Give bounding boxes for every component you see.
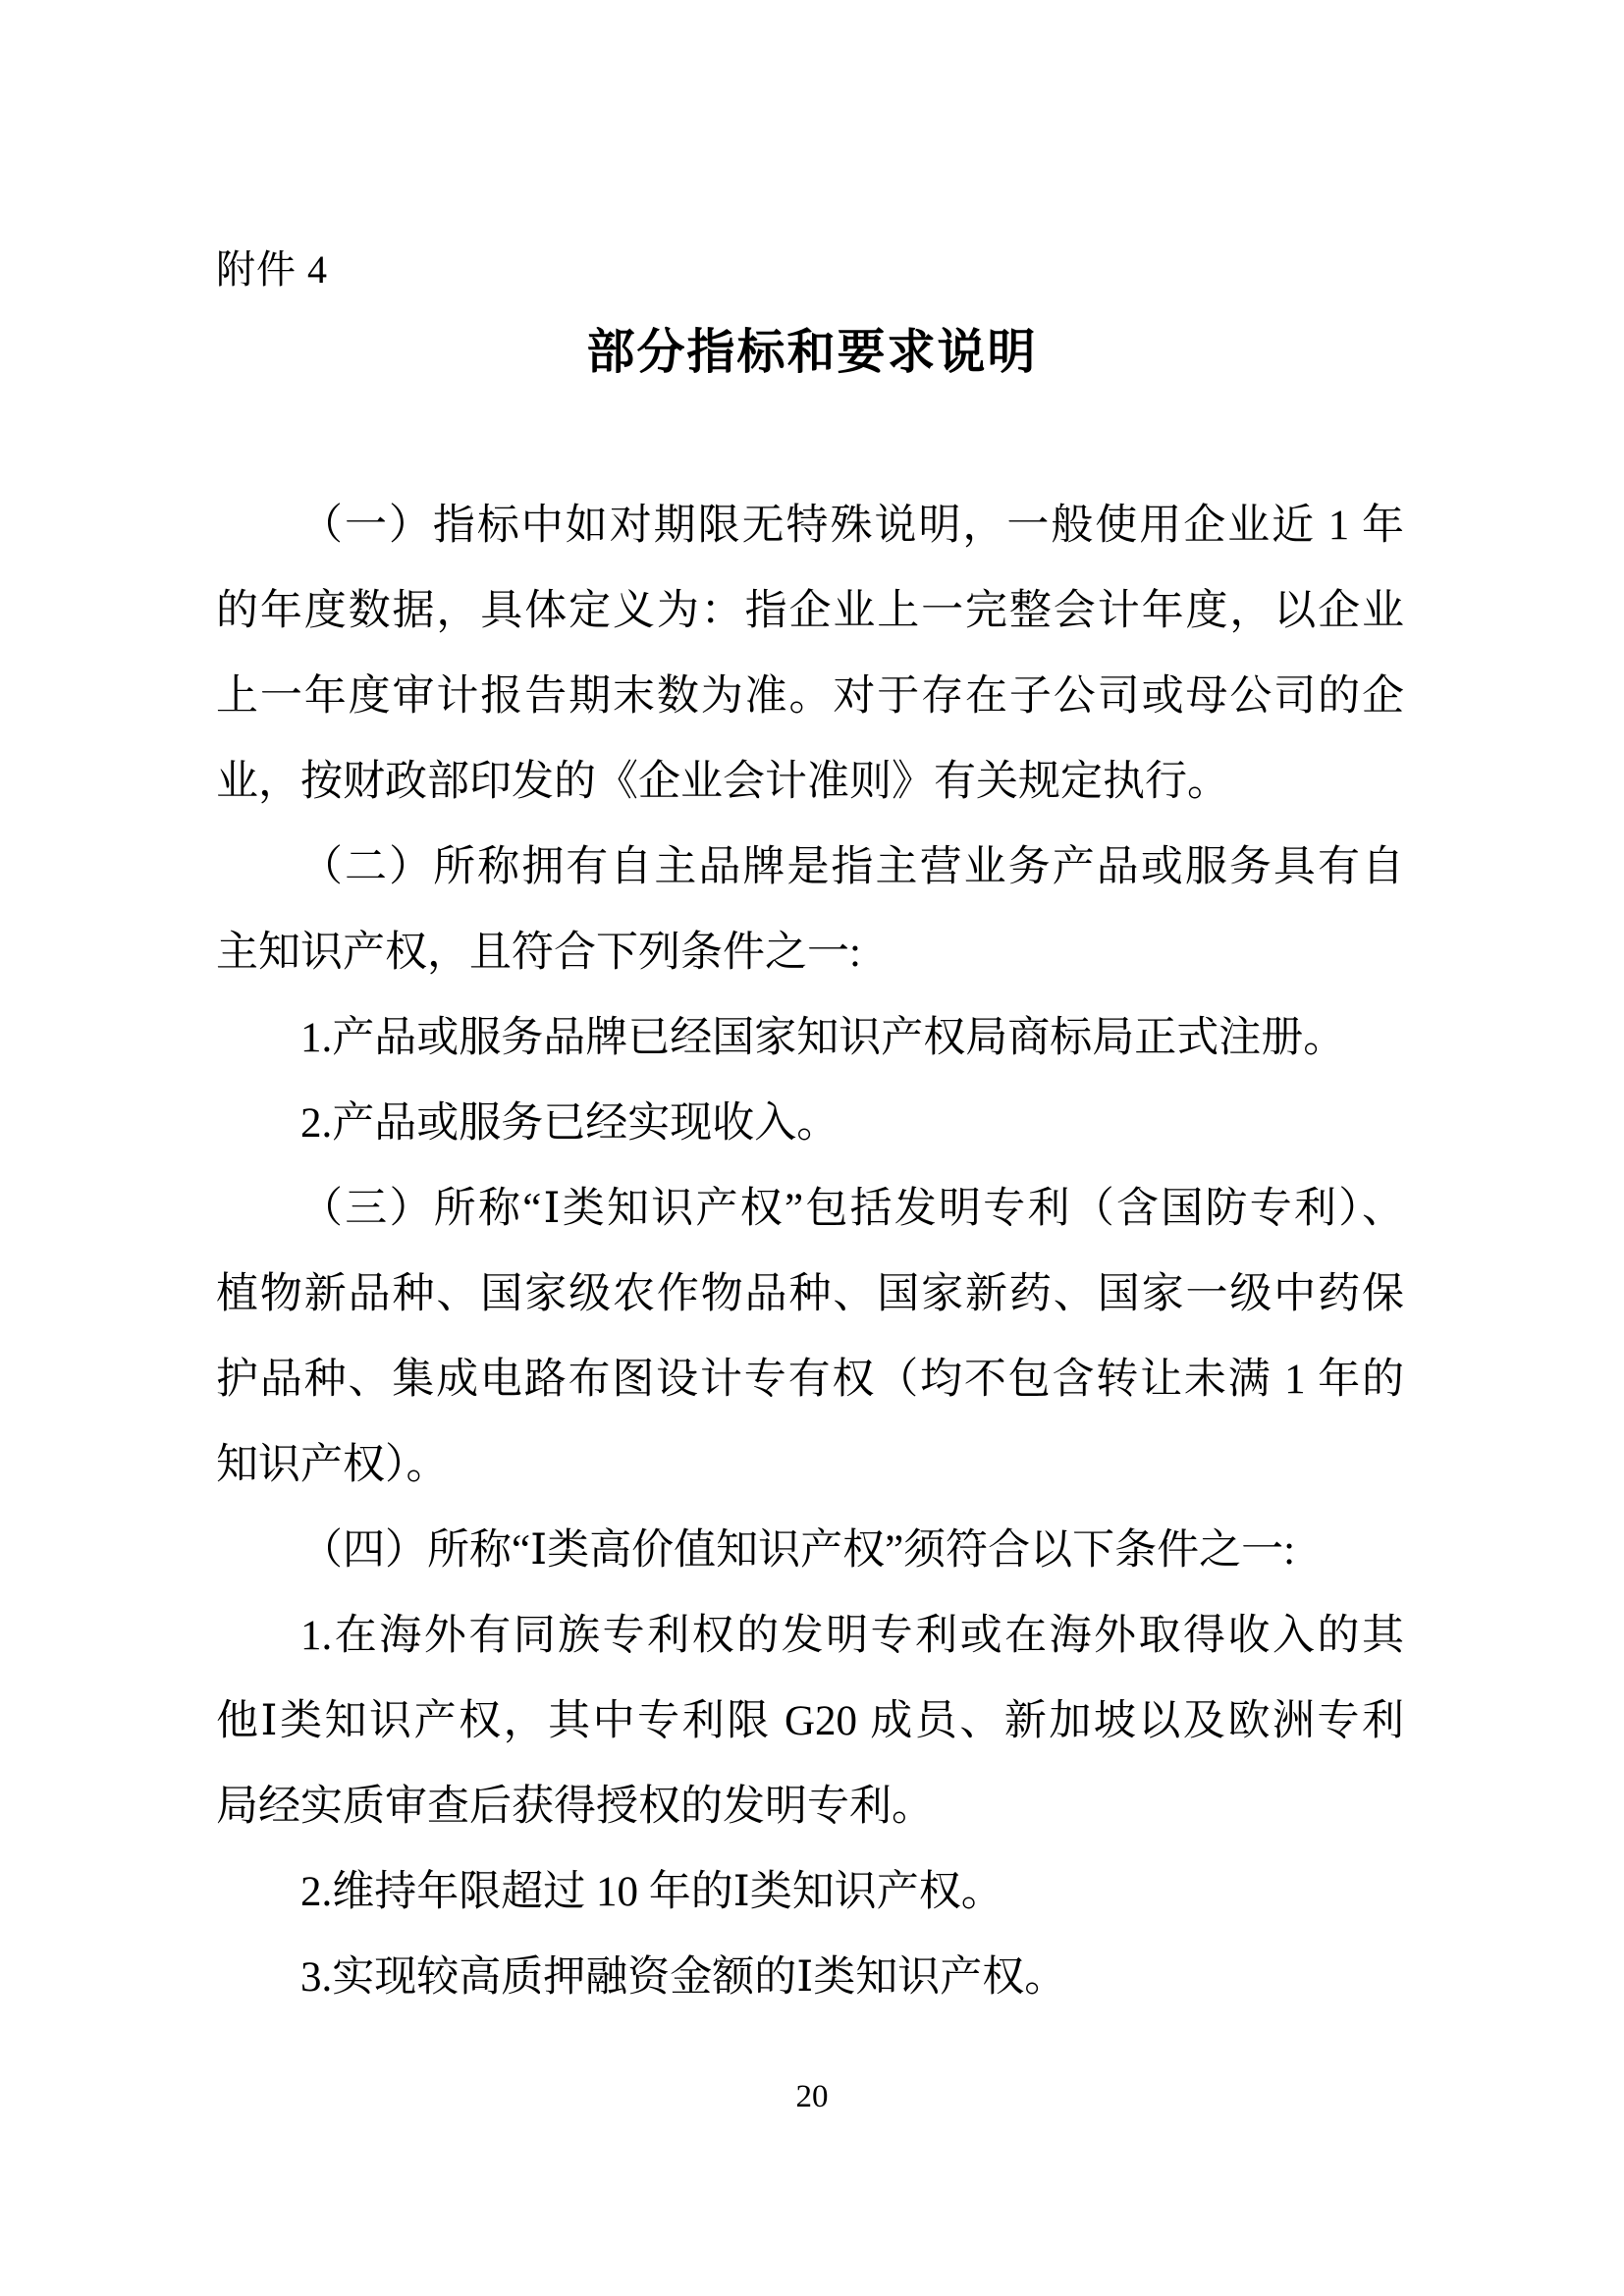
text-line: 知识产权）。: [216, 1442, 449, 1488]
text-line: 业，按财政部印发的《企业会计准则》有关规定执行。: [216, 759, 1229, 805]
text-line: 局经实质审查后获得授权的发明专利。: [216, 1784, 934, 1830]
text-line: （一）指标中如对期限无特殊说明，一般使用企业近 1 年: [300, 503, 1404, 549]
text-line: 主知识产权，且符合下列条件之一:: [216, 930, 861, 976]
text-line: 他Ⅰ类知识产权，其中专利限 G20 成员、新加坡以及欧洲专利: [216, 1698, 1404, 1744]
text-line: 1.在海外有同族专利权的发明专利或在海外取得收入的其: [300, 1613, 1404, 1659]
page-number: 20: [795, 2079, 829, 2114]
text-line: （二）所称拥有自主品牌是指主营业务产品或服务具有自: [300, 844, 1404, 890]
text-line: 植物新品种、国家级农作物品种、国家新药、国家一级中药保: [216, 1271, 1404, 1317]
text-line: 2.维持年限超过 10 年的Ⅰ类知识产权。: [300, 1869, 1003, 1915]
text-line: （四）所称“Ⅰ类高价值知识产权”须符合以下条件之一:: [300, 1527, 1296, 1574]
text-line: 上一年度审计报告期末数为准。对于存在子公司或母公司的企: [216, 673, 1404, 720]
text-line: 3.实现较高质押融资金额的Ⅰ类知识产权。: [300, 1954, 1067, 2001]
attachment-label: 附件 4: [216, 247, 328, 292]
text-line: 护品种、集成电路布图设计专有权（均不包含转让未满 1 年的: [216, 1357, 1404, 1403]
text-line: 的年度数据，具体定义为：指企业上一完整会计年度，以企业: [216, 588, 1404, 634]
text-line: 2.产品或服务已经实现收入。: [300, 1100, 839, 1147]
document-title: 部分指标和要求说明: [586, 325, 1038, 379]
text-line: 1.产品或服务品牌已经国家知识产权局商标局正式注册。: [300, 1015, 1346, 1061]
document-body: [216, 483, 1404, 2020]
text-line: （三）所称“Ⅰ类知识产权”包括发明专利（含国防专利）、: [300, 1186, 1404, 1232]
